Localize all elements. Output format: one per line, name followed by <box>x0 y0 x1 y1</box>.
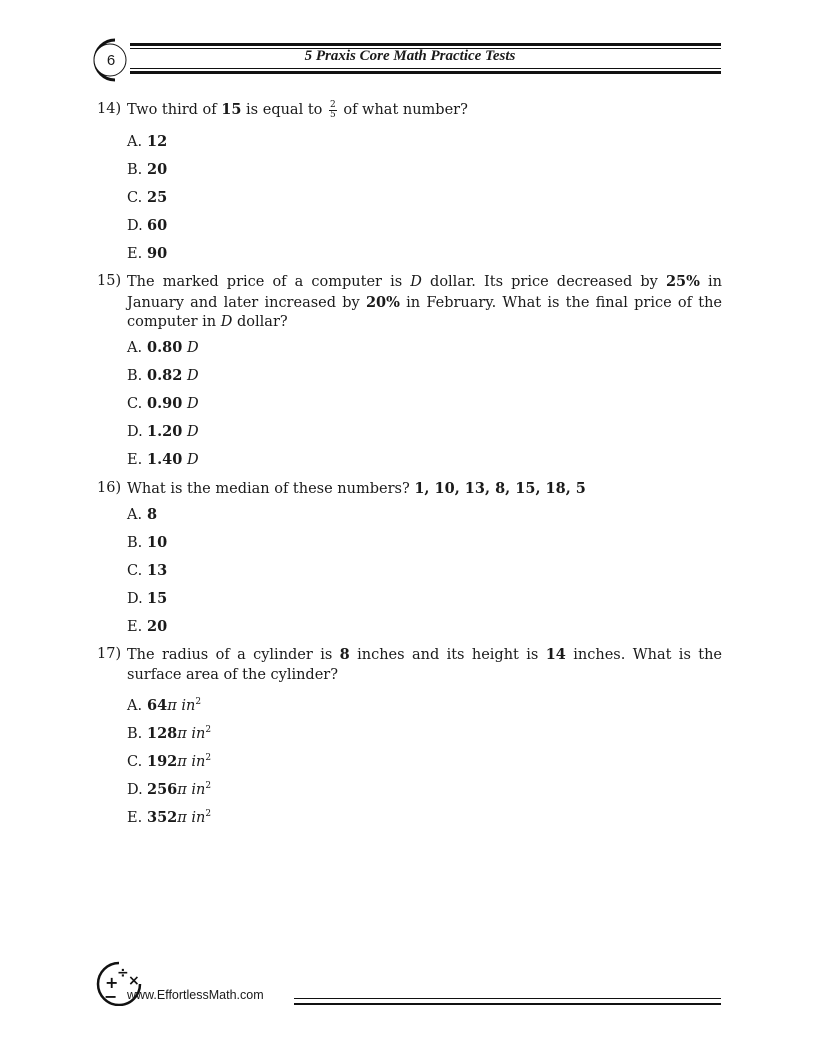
option: C. 25 <box>127 189 168 206</box>
svg-text:+: + <box>105 973 119 992</box>
option: E. 90 <box>127 245 168 262</box>
question-number: 15) <box>97 273 122 289</box>
option: C. 13 <box>127 562 168 579</box>
page-number: 6 <box>106 51 116 69</box>
header-rule-top-thick <box>130 43 721 46</box>
option: B. 0.82 D <box>127 367 199 384</box>
option: D. 15 <box>127 590 168 607</box>
fraction: $\frac{2}{5}$ <box>330 99 336 120</box>
question-16 <box>97 479 722 500</box>
footer-website-link[interactable]: www.EffortlessMath.com <box>127 988 264 1002</box>
footer-rule-thick <box>294 1003 721 1005</box>
svg-text:÷: ÷ <box>117 965 129 981</box>
options-16 <box>127 505 167 645</box>
question-stem: What is the median of these numbers? 1, 10, 13, 8, 15, 18, 5 <box>127 480 586 497</box>
question-stem: Two third of 15 is equal to $\frac{2}{5}$ of what number? <box>127 99 468 120</box>
option: B. 10 <box>127 534 168 551</box>
option: B. 20 <box>127 161 168 178</box>
question-15 <box>97 272 722 333</box>
question-14 <box>97 100 722 121</box>
options-14 <box>127 132 167 272</box>
question-number: 14) <box>97 101 122 117</box>
option: A. 64π $in^2$ <box>127 696 202 714</box>
question-number: 17) <box>97 646 122 662</box>
header-title: 5 Praxis Core Math Practice Tests <box>304 48 516 64</box>
option: C. 0.90 D <box>127 395 199 412</box>
option: D. 60 <box>127 217 168 234</box>
footer-rule-thin <box>294 998 721 999</box>
question-stem: The marked price of a computer is D dollar. Its price decreased by 25% in January and later increased by 20% in February. What is the final price of the computer in D dollar? <box>127 273 722 330</box>
question-17 <box>97 645 722 685</box>
options-15 <box>127 338 199 478</box>
svg-text:×: × <box>128 973 140 989</box>
option: D. 256π $in^2$ <box>127 780 212 798</box>
svg-text:−: − <box>104 987 118 1006</box>
option: E. 20 <box>127 618 168 635</box>
option: A. 8 <box>127 506 158 523</box>
question-stem: The radius of a cylinder is 8 inches and its height is 14 inches. What is the surface area of the cylinder? <box>127 646 723 683</box>
header-rule-bottom-thin <box>130 68 721 69</box>
question-number: 16) <box>97 480 122 496</box>
option: C. 192π $in^2$ <box>127 752 212 770</box>
option: D. 1.20 D <box>127 423 199 440</box>
option: A. 12 <box>127 133 168 150</box>
option: A. 0.80 D <box>127 339 199 356</box>
header-rule-bottom-thick <box>130 71 721 74</box>
option: E. 1.40 D <box>127 451 199 468</box>
options-17 <box>127 692 211 832</box>
option: B. 128π $in^2$ <box>127 724 212 742</box>
option: E. 352π $in^2$ <box>127 808 212 826</box>
